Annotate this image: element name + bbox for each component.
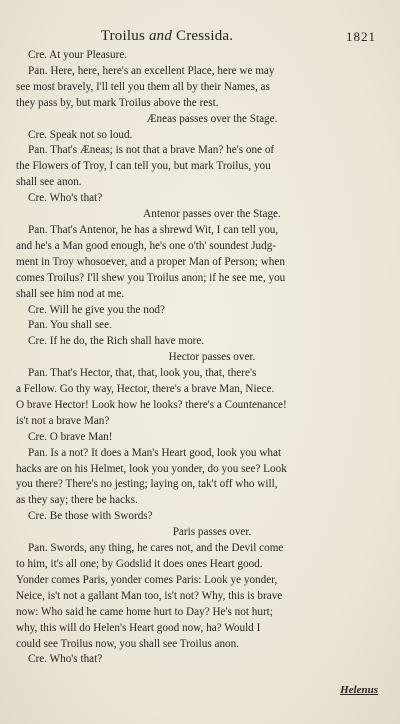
play-text bbox=[16, 48, 378, 668]
speech-line: why, this will do Helen's Heart good now, ha? Would I bbox=[16, 621, 261, 634]
speech-line: Pan. That's Hector, that, that, look you, that, there's bbox=[28, 367, 257, 380]
speech-line: Neice, is't not a gallant Man too, is't not? Why, this is brave bbox=[16, 589, 283, 602]
speech-line: comes Troilus? I'll shew you Troilus anon; if he see me, you bbox=[16, 271, 286, 284]
speech-line: you there? There's no jesting; laying on, tak't off who will, bbox=[16, 478, 278, 491]
speech-line: Cre. O brave Man! bbox=[28, 430, 113, 443]
speech-line: Cre. Who's that? bbox=[28, 653, 103, 666]
catchword: Helenus bbox=[340, 684, 378, 696]
speech-line: Pan. That's Æneas; is not that a brave Man? he's one of bbox=[28, 144, 275, 157]
speech-line: Pan. Swords, any thing, he cares not, and the Devil come bbox=[28, 542, 284, 555]
speech-line: they pass by, but mark Troilus above the rest. bbox=[16, 96, 219, 109]
speech-line: shall see him nod at me. bbox=[16, 287, 125, 300]
speech-line: the Flowers of Troy, I can tell you, but mark Troilus, you bbox=[16, 160, 271, 173]
stage-direction: Hector passes over. bbox=[168, 351, 256, 364]
speech-line: Cre. Will he give you the nod? bbox=[28, 303, 165, 316]
stage-direction: Antenor passes over the Stage. bbox=[143, 208, 281, 221]
speech-line: is't not a brave Man? bbox=[16, 414, 110, 427]
speech-line: Cre. Who's that? bbox=[28, 192, 103, 205]
speech-line: ment in Troy whosoever, and a proper Man of Person; when bbox=[16, 255, 285, 268]
speech-line: Pan. Here, here, here's an excellent Place, here we may bbox=[28, 64, 275, 77]
speech-line: Cre. Speak not so loud. bbox=[28, 128, 133, 141]
speech-line: a Fellow. Go thy way, Hector, there's a brave Man, Niece. bbox=[16, 383, 275, 396]
speech-line: Pan. Is a not? It does a Man's Heart good, look you what bbox=[28, 446, 282, 459]
speech-line: and he's a Man good enough, he's one o'th' soundest Judg- bbox=[16, 239, 277, 252]
speech-line: shall see anon. bbox=[16, 176, 82, 189]
speech-line: Yonder comes Paris, yonder comes Paris: Look ye yonder, bbox=[16, 573, 278, 586]
speech-line: as they say; there be hacks. bbox=[16, 494, 138, 507]
speech-line: Cre. At your Pleasure. bbox=[28, 49, 128, 61]
stage-direction: Paris passes over. bbox=[172, 526, 252, 539]
running-head-cressida: Cressida. bbox=[172, 28, 234, 44]
speech-line: Pan. That's Antenor, he has a shrewd Wit, I can tell you, bbox=[28, 223, 279, 236]
speech-line: could see Troilus now, you shall see Troilus anon. bbox=[16, 637, 240, 650]
page-number: 1821 bbox=[346, 29, 376, 44]
stage-direction: Æneas passes over the Stage. bbox=[146, 112, 278, 125]
running-head-troilus: Troilus bbox=[100, 28, 149, 44]
speech-line: to him, it's all one; by Godslid it does ones Heart good. bbox=[16, 558, 263, 570]
speech-line: see most bravely, I'll tell you them all by their Names, as bbox=[16, 80, 270, 93]
speech-line: O brave Hector! Look how he looks? there's a Countenance! bbox=[16, 398, 287, 411]
page-header bbox=[16, 28, 378, 48]
speech-line: Cre. Be those with Swords? bbox=[28, 510, 153, 523]
speech-line: Pan. You shall see. bbox=[28, 319, 112, 332]
running-head-and: and bbox=[148, 28, 173, 44]
speech-line: now: Who said he came home hurt to Day? He's not hurt; bbox=[16, 605, 273, 618]
speech-line: hacks are on his Helmet, look you yonder, do you see? Look bbox=[16, 462, 287, 475]
running-head bbox=[16, 28, 318, 45]
speech-line: Cre. If he do, the Rich shall have more. bbox=[28, 335, 205, 348]
